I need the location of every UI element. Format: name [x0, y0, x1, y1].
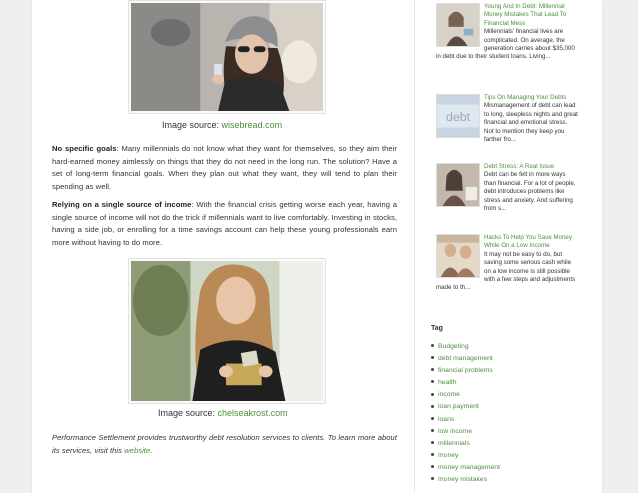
bullet-icon [431, 405, 434, 408]
related-post [436, 3, 578, 62]
tag-item[interactable] [431, 389, 500, 401]
bullet-icon [431, 344, 434, 347]
related-post [436, 234, 578, 293]
tag-label[interactable]: Budgeting [438, 343, 469, 350]
tag-item[interactable] [431, 353, 500, 365]
bullet-icon [431, 465, 434, 468]
bullet-icon [431, 441, 434, 444]
tag-label[interactable]: low income [438, 427, 472, 435]
tag-item[interactable] [431, 450, 500, 462]
tag-item[interactable] [431, 341, 500, 353]
article-image-woman-wallet [128, 258, 326, 404]
related-post [436, 163, 578, 213]
footer-end: . [150, 445, 153, 455]
caption-source-link[interactable]: chelseakrost.com [217, 408, 288, 418]
tag-label[interactable]: money [438, 451, 459, 459]
image-caption-1 [162, 120, 282, 130]
tag-item[interactable] [431, 401, 500, 413]
tag-label[interactable]: income [438, 391, 460, 399]
paragraph-specific-goals [52, 143, 397, 193]
caption-source-link[interactable]: wisebread.com [221, 120, 283, 130]
bullet-icon [431, 380, 434, 383]
tag-label[interactable]: debt management [438, 355, 493, 363]
post-title-link[interactable]: Young And In Debt: Millennial Money Mistakes That Lead To Financial Mess [484, 3, 567, 27]
paragraph-text: : Many millennials do not know what they want for themselves, so they aim their hard-earned money aimlessly on things that they do not need in the long run. The solution? Have a set of long-term financial goals. When they plan out what they want, they will tend to plan their spending as well. [52, 144, 397, 191]
column-divider [414, 0, 415, 493]
post-excerpt: Millennials' financial lives are complicated. On average, the generation carries about $35,000 in debt due to their student loans. Living... [436, 28, 575, 61]
bullet-icon [431, 393, 434, 396]
caption-label: Image source: [158, 408, 216, 418]
post-title-link[interactable]: Hacks To Help You Save Money While On a Low Income [484, 234, 572, 250]
post-excerpt: It may not be easy to do, but saving some serious cash while on a low income is still possible with a few steps and adjustments made to th... [436, 250, 576, 292]
tag-item[interactable] [431, 365, 500, 377]
tag-label[interactable]: financial problems [438, 367, 493, 375]
post-thumbnail[interactable] [436, 3, 480, 47]
bullet-icon [431, 356, 434, 359]
post-thumbnail[interactable] [436, 234, 480, 278]
caption-label: Image source: [162, 120, 220, 130]
bullet-icon [431, 453, 434, 456]
tag-heading: Tag [431, 325, 443, 332]
tag-item[interactable] [431, 474, 500, 486]
tag-item[interactable] [431, 438, 500, 450]
image-caption-2 [158, 408, 288, 418]
tag-label[interactable]: money management [438, 463, 500, 471]
post-excerpt: Debt can be felt in more ways than financial. For a lot of people, debt introduces problems like stress and anxiety. And suffering from s... [484, 171, 576, 213]
post-excerpt: Mismanagement of debt can lead to long, sleepless nights and great financial and emotional stress. Not to mention they keep you farther fro... [484, 102, 578, 144]
tag-label[interactable]: millennials [438, 439, 470, 447]
footer-paragraph [52, 432, 397, 457]
paragraph-text: : With the financial crisis getting worse each year, having a single source of income will not do the trick if millennials want to live comfortably. Investing in stocks, having a side job, or enrolling for a time savings account can help these young professionals earn more without having to do more. [52, 200, 398, 247]
related-post [436, 94, 578, 144]
tag-label[interactable]: loan payment [438, 403, 479, 411]
post-title-link[interactable]: Debt Stress: A Real Issue [484, 163, 555, 170]
tag-item[interactable] [431, 414, 500, 426]
paragraph-heading: No specific goals [52, 144, 117, 153]
sidebar [428, 0, 598, 493]
page-container [32, 0, 602, 493]
post-title-link[interactable]: Tips On Managing Your Debts [484, 94, 567, 101]
tag-item[interactable] [431, 377, 500, 389]
footer-text: Performance Settlement provides trustworthy debt resolution services to clients. To learn more about its services, visit this [52, 433, 397, 455]
paragraph-heading: Relying on a single source of income [52, 200, 192, 209]
tag-item[interactable] [431, 426, 500, 438]
tag-label[interactable]: loans [438, 415, 455, 423]
tag-item[interactable] [431, 462, 500, 474]
post-thumbnail[interactable] [436, 94, 480, 138]
website-link[interactable]: website [124, 445, 151, 455]
paragraph-single-income [52, 199, 397, 249]
bullet-icon [431, 417, 434, 420]
bullet-icon [431, 477, 434, 480]
article-body [32, 0, 414, 493]
post-thumbnail[interactable] [436, 163, 480, 207]
bullet-icon [431, 429, 434, 432]
tag-label[interactable]: money mistakes [438, 476, 488, 484]
svg-text:debt: debt [445, 109, 471, 124]
tag-label[interactable]: health [438, 379, 457, 387]
tag-list [431, 341, 500, 486]
article-image-woman-phone [128, 0, 326, 114]
bullet-icon [431, 368, 434, 371]
